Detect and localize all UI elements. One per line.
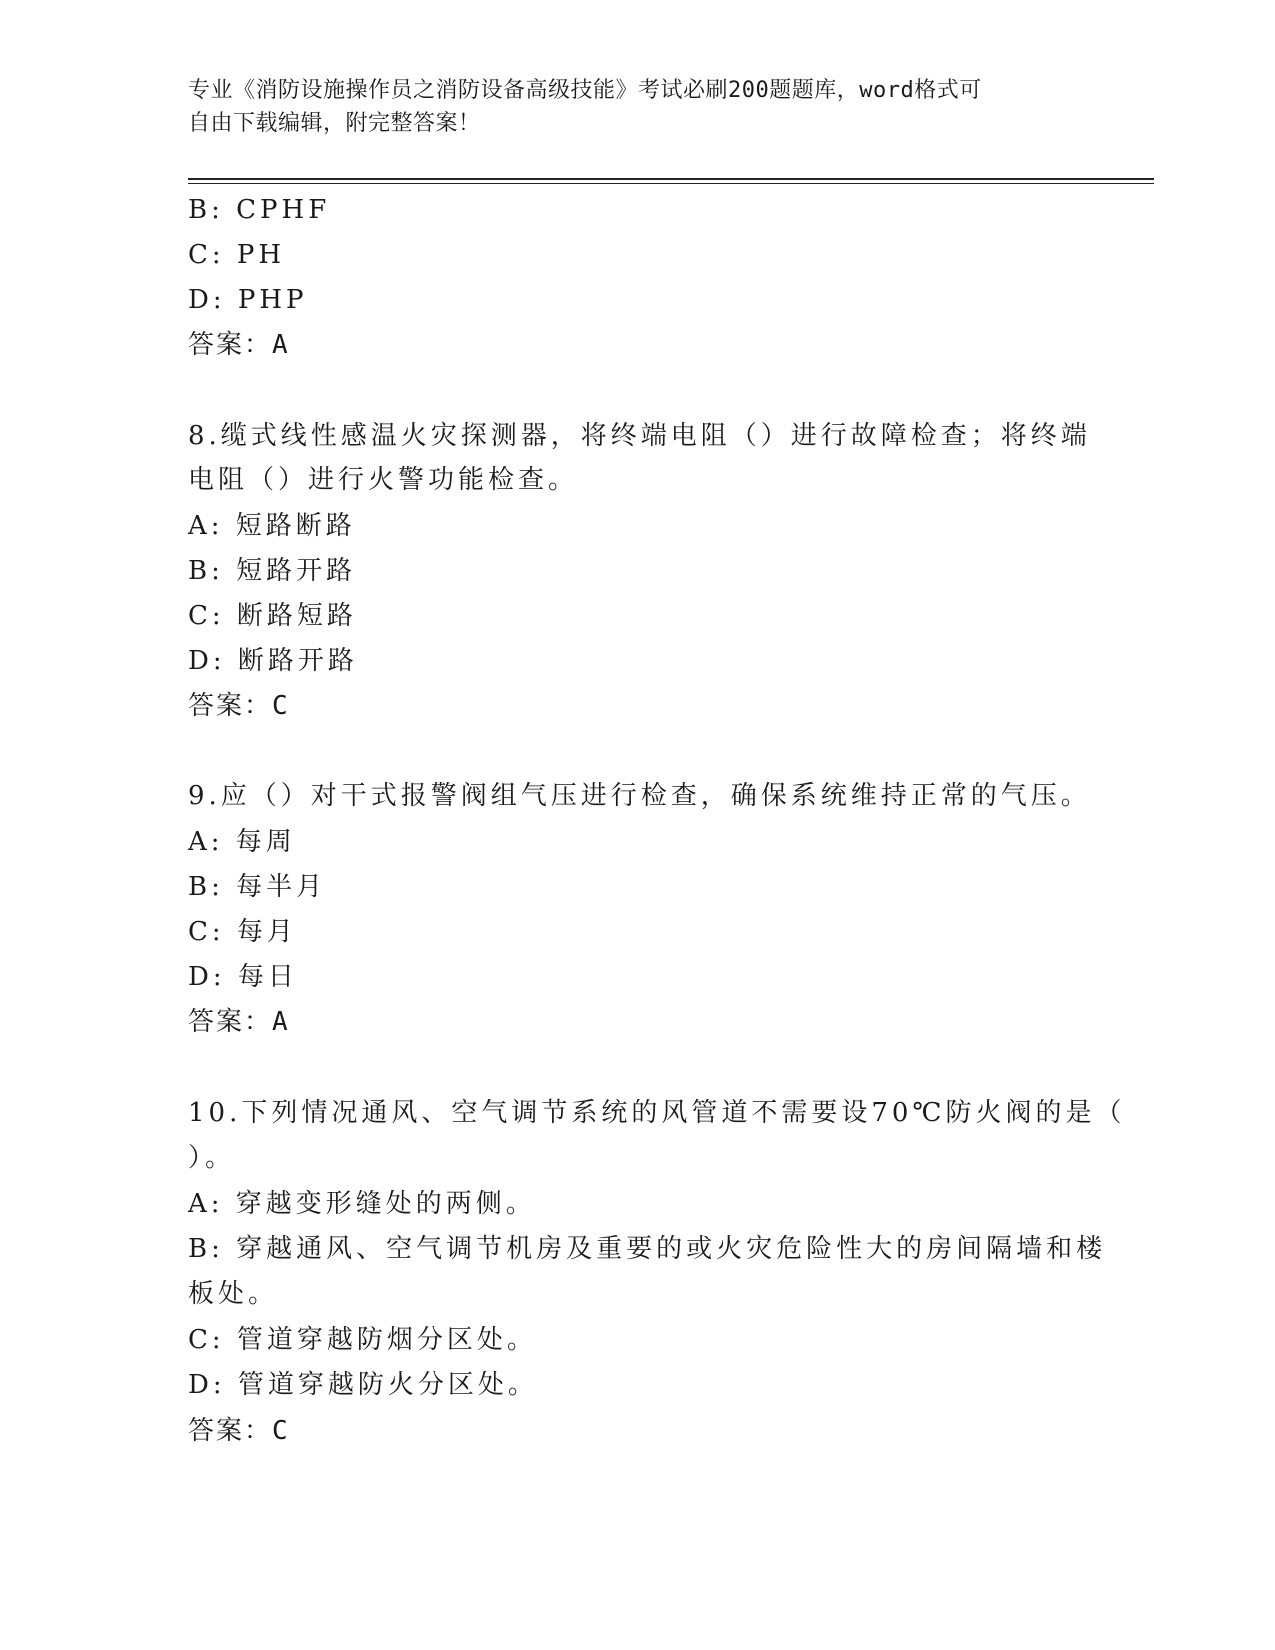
q8-option-c: C: 断路短路 [188,601,357,631]
header-rule-thick [188,178,1154,180]
q10-stem-line-1: 10.下列情况通风、空气调节系统的风管道不需要设70℃防火阀的是（ [188,1098,1126,1128]
q7-option-c: C: PH [188,240,286,270]
q8-stem-line-1: 8.缆式线性感温火灾探测器，将终端电阻（）进行故障检查；将终端 [188,421,1091,451]
q10-option-d: D: 管道穿越防火分区处。 [188,1370,538,1400]
header-rule-thin [188,183,1154,184]
q8-option-a: A: 短路断路 [188,511,356,541]
q9-answer: 答案：A [188,1007,290,1037]
q8-answer: 答案：C [188,691,290,721]
q9-option-b: B: 每半月 [188,872,327,902]
q10-option-b-line-1: B: 穿越通风、空气调节机房及重要的或火灾危险性大的房间隔墙和楼 [188,1234,1107,1264]
q9-option-d: D: 每日 [188,962,298,992]
q10-option-a: A: 穿越变形缝处的两侧。 [188,1189,536,1219]
q7-option-d: D: PHP [188,285,308,315]
q8-stem-line-2: 电阻（）进行火警功能检查。 [188,465,579,495]
header-line-1: 专业《消防设施操作员之消防设备高级技能》考试必刷200题题库，word格式可 [188,78,982,103]
q10-option-b-line-2: 板处。 [188,1279,279,1309]
header-line-2: 自由下载编辑，附完整答案！ [188,111,481,136]
q9-option-a: A: 每周 [188,827,296,857]
q7-answer: 答案：A [188,330,290,360]
q7-option-b: B: CPHF [188,195,331,225]
q8-option-d: D: 断路开路 [188,646,358,676]
q10-answer: 答案：C [188,1416,290,1446]
q10-option-c: C: 管道穿越防烟分区处。 [188,1325,537,1355]
q8-option-b: B: 短路开路 [188,556,357,586]
document-header [188,74,1088,140]
q9-option-c: C: 每月 [188,917,297,947]
q9-stem-line-1: 9.应（）对干式报警阀组气压进行检查，确保系统维持正常的气压。 [188,781,1091,811]
q10-stem-line-2: ）。 [188,1143,236,1173]
